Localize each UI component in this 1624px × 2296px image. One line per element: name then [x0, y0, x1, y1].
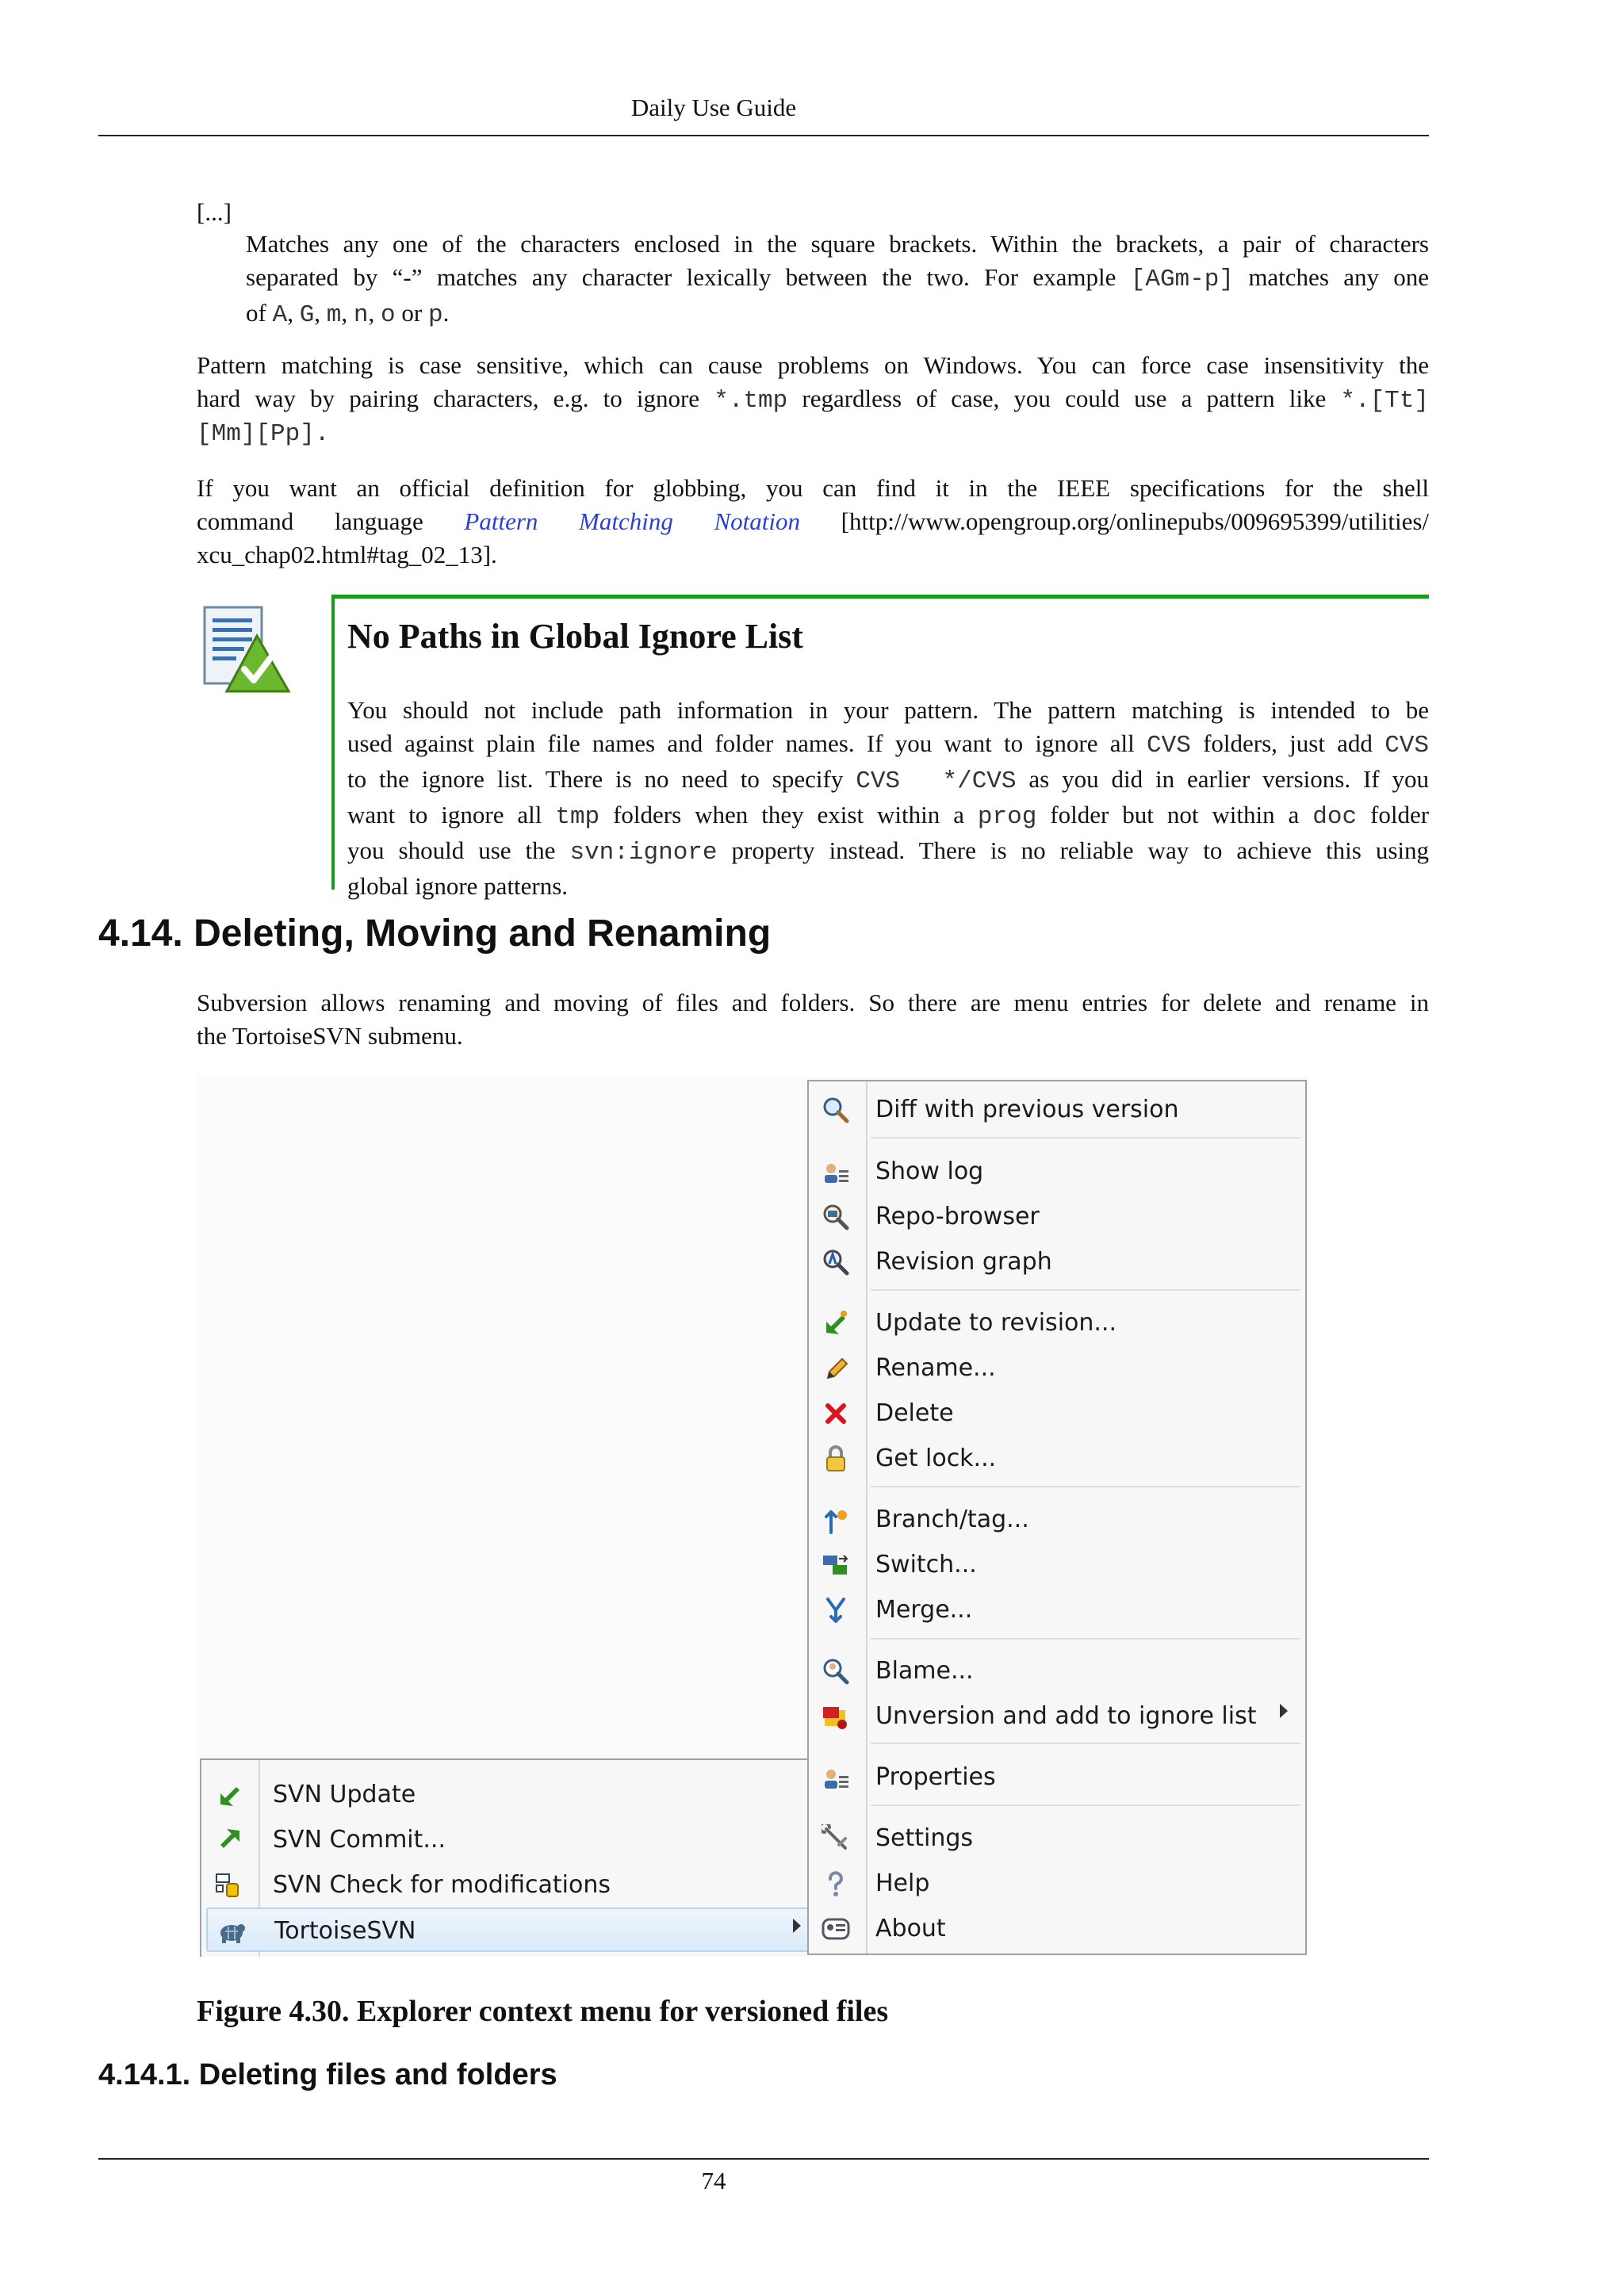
branch-icon — [822, 1506, 850, 1534]
menu-item-show-log[interactable]: Show log — [809, 1150, 1305, 1194]
menu-item-delete[interactable]: Delete — [809, 1391, 1305, 1436]
globbing-paragraph: If you want an official definition for globbing, you can find it in the IEEE specifications for the shell command language Pattern Matching Notation [http://www.opengroup.org/onlinepubs/009695399/utilities/ xcu_chap02.html#tag_02_13]. — [197, 474, 1430, 568]
menu-item-diff[interactable]: Diff with previous version — [809, 1088, 1305, 1132]
menu-item-branch-tag[interactable]: Branch/tag... — [809, 1498, 1305, 1542]
repo-browser-icon — [822, 1203, 850, 1231]
ignore-icon — [822, 1702, 850, 1731]
help-icon — [822, 1869, 850, 1898]
properties-icon — [822, 1763, 850, 1792]
menu-item-repo-browser[interactable]: Repo-browser — [809, 1195, 1305, 1239]
log-icon — [822, 1158, 850, 1186]
pattern-matching-link[interactable]: Pattern Matching Notation — [464, 507, 800, 535]
about-icon — [822, 1915, 850, 1943]
section-heading: 4.14. Deleting, Moving and Renaming — [98, 913, 772, 955]
page-number: 74 — [701, 2167, 726, 2195]
diff-icon — [822, 1096, 850, 1124]
menu-item-update-to-revision[interactable]: Update to revision... — [809, 1301, 1305, 1345]
update-icon — [216, 1781, 244, 1809]
subsection-heading: 4.14.1. Deleting files and folders — [98, 2058, 557, 2091]
glob-def-line2: separated by “-” matches any character lexically between the two. For example [AGm-p] matches any one — [246, 263, 1430, 293]
context-menu-screenshot — [197, 1077, 1307, 1957]
check-modifications-icon — [214, 1871, 243, 1900]
tip-title: No Paths in Global Ignore List — [347, 617, 803, 656]
tortoise-icon — [217, 1917, 246, 1946]
merge-icon — [822, 1596, 850, 1624]
tip-body: You should not include path information in your pattern. The pattern matching is intended to be used against plain file names and folder names. If you want to ignore all CVS folders, just add CVS to the ignore list. There is no need to specify CVS */CVS as you did in earlier versions. If you want to ignore all tmp folders when they exist within a prog folder but not within a doc folder you should use the svn:ignore property instead. There is no reliable way to achieve this using global ignore patterns. — [347, 696, 1430, 900]
menu-item-svn-commit[interactable]: SVN Commit... — [201, 1818, 810, 1862]
glob-definition — [246, 228, 1429, 332]
section-intro: Subversion allows renaming and moving of files and folders. So there are menu entries for delete and rename in the TortoiseSVN submenu. — [197, 989, 1429, 1050]
figure-caption: Figure 4.30. Explorer context menu for versioned files — [197, 1995, 889, 2028]
footer-rule — [98, 2158, 1429, 2160]
rename-icon — [822, 1354, 850, 1383]
glob-def-line3: of A, G, m, n, o or p. — [246, 299, 450, 329]
blame-icon — [822, 1657, 850, 1686]
menu-item-blame[interactable]: Blame... — [809, 1649, 1305, 1693]
menu-item-svn-update[interactable]: SVN Update — [201, 1773, 810, 1817]
menu-item-tortoisesvn[interactable]: TortoiseSVN — [206, 1908, 810, 1952]
submenu-arrow-icon — [1280, 1704, 1288, 1718]
submenu-arrow-icon — [793, 1919, 801, 1933]
explorer-context-menu — [200, 1758, 810, 1957]
delete-icon — [822, 1399, 850, 1428]
menu-item-unversion-ignore[interactable]: Unversion and add to ignore list — [809, 1694, 1305, 1739]
settings-icon — [822, 1824, 850, 1853]
glob-def-line1: Matches any one of the characters enclosed in the square brackets. Within the brackets, a pair of characters — [246, 230, 1429, 258]
menu-item-check-modifications[interactable]: SVN Check for modifications — [201, 1863, 810, 1908]
lock-icon — [822, 1445, 850, 1473]
menu-item-rename[interactable]: Rename... — [809, 1346, 1305, 1391]
menu-item-get-lock[interactable]: Get lock... — [809, 1437, 1305, 1481]
menu-item-help[interactable]: Help — [809, 1862, 1305, 1906]
switch-icon — [822, 1551, 850, 1579]
case-paragraph: Pattern matching is case sensitive, which can cause problems on Windows. You can force case insensitivity the hard way by pairing characters, e.g. to ignore *.tmp regardless of case, you could use a pattern like *.[Tt] [Mm][Pp]. — [197, 351, 1429, 448]
menu-item-revision-graph[interactable]: Revision graph — [809, 1240, 1305, 1284]
tip-icon — [200, 604, 292, 696]
tip-box — [331, 595, 1430, 900]
tortoisesvn-submenu-items — [809, 1077, 1305, 1957]
menu-item-merge[interactable]: Merge... — [809, 1588, 1305, 1632]
glob-term: [...] — [197, 198, 232, 226]
running-header: Daily Use Guide — [630, 94, 797, 121]
commit-icon — [216, 1826, 244, 1854]
menu-item-about[interactable]: About — [809, 1907, 1305, 1951]
update-revision-icon — [822, 1309, 850, 1337]
menu-item-properties[interactable]: Properties — [809, 1755, 1305, 1800]
header-rule — [98, 135, 1429, 136]
menu-item-switch[interactable]: Switch... — [809, 1543, 1305, 1587]
menu-item-settings[interactable]: Settings — [809, 1816, 1305, 1861]
revision-graph-icon — [822, 1248, 850, 1276]
